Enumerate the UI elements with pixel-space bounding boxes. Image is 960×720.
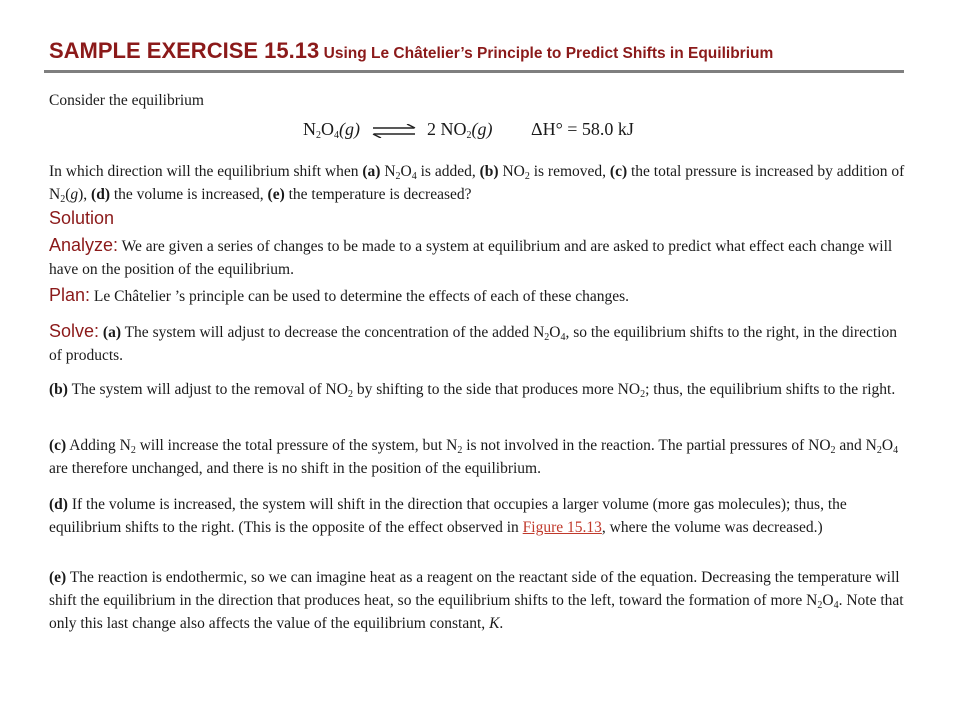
- figure-link[interactable]: Figure 15.13: [522, 519, 602, 536]
- solve-part-c: (c) Adding $N_2$ will increase the total pressure of the system, but $N_2$ is not involved in the reaction. The partial pressures of $NO_2$ and $N_2O_4$ are therefore unchanged, and there is no shift in the position of the equilibrium.: [49, 437, 899, 477]
- solve-part-b: (b) The system will adjust to the removal of $NO_2$ by shifting to the side that produces more $NO_2$; thus, the equilibrium shifts to the right.: [49, 381, 896, 400]
- solve-part-e: (e) The reaction is endothermic, so we can imagine heat as a reagent on the reactant side of the equation. Decreasing the temperature will shift the equilibrium in the direction that produces heat, so the equilibrium shifts to the left, toward the formation of more $N_2O_4$. Note that only this last change also affects the value of the equilibrium constant, K.: [49, 569, 904, 632]
- intro-text: Consider the equilibrium: [49, 92, 204, 109]
- analyze-label: Analyze:: [49, 235, 119, 255]
- question-text: In which direction will the equilibrium shift when (a) $N_2O_4$ is added, (b) $NO_2$ is removed, (c) the total pressure is increased by addition of $N_2(g)$, (d) the volume is increased, (e) the temperature is decreased?: [49, 163, 905, 205]
- equilibrium-equation: $N_2O_4(g)$ 2 $NO_2(g) \Delta H^\circ = 58.0$ kJ: [303, 119, 634, 141]
- exercise-subtitle: Using Le Châtelier’s Principle to Predict Shifts in Equilibrium: [323, 45, 774, 62]
- plan-section: Plan: Le Châtelier ’s principle can be used to determine the effects of each of these changes.: [49, 285, 630, 305]
- page-title: [49, 38, 909, 64]
- analyze-section: Analyze: We are given a series of changes to be made to a system at equilibrium and are asked to predict what effect each change will have on the position of the equilibrium.: [49, 235, 893, 278]
- enthalpy-value: ΔH° = 58.0 kJ: [531, 119, 634, 139]
- plan-label: Plan:: [49, 285, 91, 305]
- solve-label: Solve:: [49, 321, 100, 341]
- equilibrium-arrow-icon: [371, 124, 417, 138]
- title-divider: [44, 70, 904, 73]
- solution-heading: Solution: [49, 208, 115, 228]
- solve-part-d: (d) If the volume is increased, the system will shift in the direction that occupies a larger volume (more gas molecules); thus, the equilibrium shifts to the right. (This is the opposite of the effect observed in Figure 15.13, where the volume was decreased.): [49, 496, 847, 536]
- exercise-number: SAMPLE EXERCISE 15.13: [49, 38, 320, 63]
- solve-part-a: Solve: (a) The system will adjust to decrease the concentration of the added $N_2O_4$, so the equilibrium shifts to the right, in the direction of products.: [49, 321, 897, 364]
